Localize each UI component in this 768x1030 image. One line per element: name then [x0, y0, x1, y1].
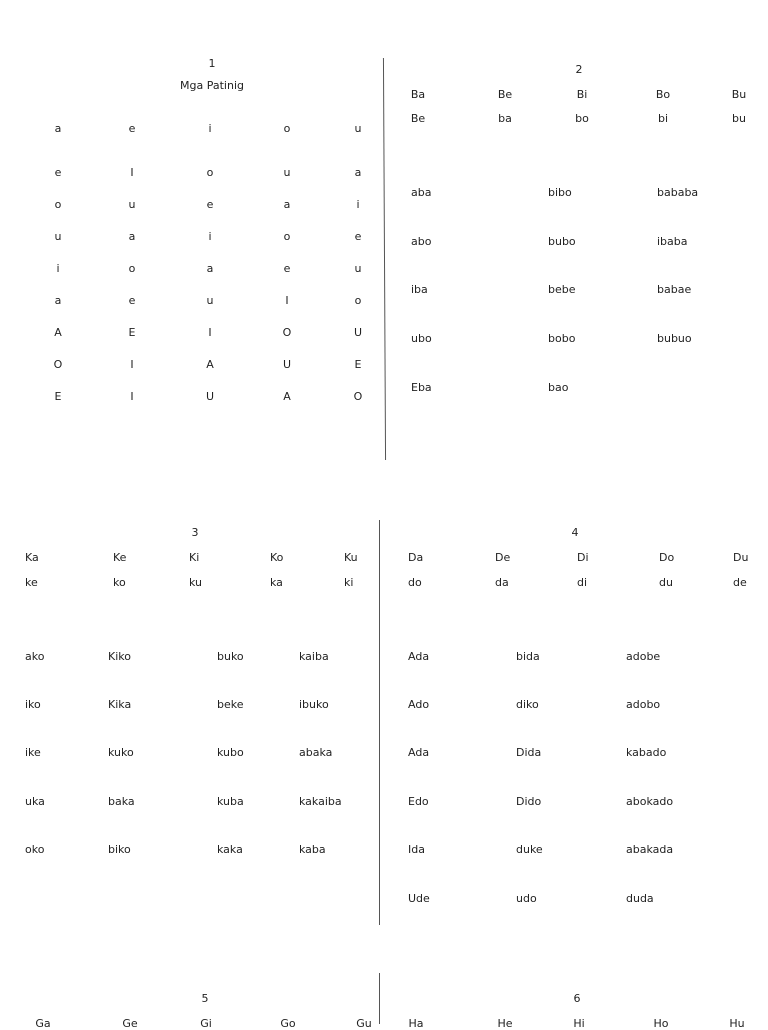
vowel-cell: I — [130, 358, 134, 371]
syllable-cell: He — [497, 1017, 513, 1030]
syllable-cell: Ge — [122, 1017, 138, 1030]
word-cell: iko — [25, 698, 41, 711]
vowel-cell: o — [283, 230, 291, 243]
vowel-cell: a — [128, 230, 136, 243]
syllable-cell: di — [577, 576, 588, 589]
word-cell: bao — [548, 381, 569, 394]
syllable-cell: Gi — [200, 1017, 212, 1030]
word-cell: kuko — [108, 746, 134, 759]
vowel-cell: E — [128, 326, 136, 339]
vowel-cell: a — [54, 294, 62, 307]
vowel-cell: u — [283, 166, 291, 179]
word-cell: aba — [411, 186, 432, 199]
syllable-cell: Di — [577, 551, 589, 564]
word-cell: babae — [657, 283, 692, 296]
syllable-cell: ke — [25, 576, 38, 589]
vowel-cell: O — [282, 326, 292, 339]
vowel-cell: i — [356, 198, 360, 211]
word-cell: Ado — [408, 698, 430, 711]
word-cell: bababa — [657, 186, 699, 199]
word-cell: buko — [217, 650, 244, 663]
word-cell: Ada — [408, 650, 430, 663]
vowel-cell: O — [53, 358, 63, 371]
vowel-cell: i — [208, 122, 212, 135]
word-cell: iba — [411, 283, 428, 296]
word-cell: bebe — [548, 283, 576, 296]
word-cell: beke — [217, 698, 244, 711]
word-cell: ubo — [411, 332, 432, 345]
word-cell: Ida — [408, 843, 425, 856]
divider-middle — [379, 520, 380, 925]
word-cell: udo — [516, 892, 537, 905]
vowel-cell: u — [354, 122, 362, 135]
vowel-cell: A — [54, 326, 62, 339]
vowel-cell: I — [285, 294, 289, 307]
syllable-cell: du — [659, 576, 673, 589]
section-number: 4 — [571, 526, 579, 539]
word-cell: ako — [25, 650, 45, 663]
word-cell: ibaba — [657, 235, 688, 248]
vowel-cell: E — [354, 358, 362, 371]
syllable-cell: Go — [280, 1017, 296, 1030]
vowel-cell: i — [56, 262, 60, 275]
word-cell: abo — [411, 235, 432, 248]
word-cell: kaba — [299, 843, 326, 856]
word-cell: duda — [626, 892, 654, 905]
word-cell: adobe — [626, 650, 661, 663]
syllable-cell: Hu — [729, 1017, 745, 1030]
vowel-cell: o — [206, 166, 214, 179]
word-cell: Dida — [516, 746, 542, 759]
vowel-cell: U — [205, 390, 215, 403]
word-cell: kuba — [217, 795, 244, 808]
vowel-cell: e — [54, 166, 62, 179]
word-cell: Ada — [408, 746, 430, 759]
syllable-cell: Ka — [25, 551, 39, 564]
word-cell: bida — [516, 650, 540, 663]
word-cell: uka — [25, 795, 45, 808]
syllable-cell: Ko — [270, 551, 284, 564]
word-cell: diko — [516, 698, 539, 711]
word-cell: oko — [25, 843, 45, 856]
section-number: 6 — [573, 992, 581, 1005]
divider-bottom — [379, 973, 380, 1024]
syllable-cell: Ki — [189, 551, 200, 564]
vowel-cell: o — [128, 262, 136, 275]
syllable-cell: ku — [189, 576, 203, 589]
word-cell: adobo — [626, 698, 661, 711]
syllable-cell: Bo — [655, 88, 671, 101]
vowel-cell: o — [354, 294, 362, 307]
vowel-cell: I — [208, 326, 212, 339]
syllable-cell: Ba — [410, 88, 426, 101]
vowel-cell: u — [206, 294, 214, 307]
vowel-cell: o — [54, 198, 62, 211]
vowel-cell: O — [353, 390, 363, 403]
word-cell: kabado — [626, 746, 667, 759]
vowel-cell: I — [130, 390, 134, 403]
syllable-cell: Ga — [35, 1017, 51, 1030]
vowel-cell: e — [128, 294, 136, 307]
word-cell: abokado — [626, 795, 674, 808]
section-number: 5 — [201, 992, 209, 1005]
vowel-cell: I — [130, 166, 134, 179]
word-cell: bibo — [548, 186, 572, 199]
section-number: 3 — [191, 526, 199, 539]
word-cell: kubo — [217, 746, 244, 759]
word-cell: kaiba — [299, 650, 329, 663]
word-cell: duke — [516, 843, 543, 856]
section-number: 2 — [575, 63, 583, 76]
word-cell: kaka — [217, 843, 243, 856]
vowel-cell: a — [354, 166, 362, 179]
vowel-cell: o — [283, 122, 291, 135]
word-cell: abaka — [299, 746, 333, 759]
syllable-cell: Ke — [113, 551, 127, 564]
word-cell: baka — [108, 795, 135, 808]
vowel-cell: a — [283, 198, 291, 211]
vowel-cell: a — [54, 122, 62, 135]
syllable-cell: bi — [657, 112, 669, 125]
syllable-cell: Be — [497, 88, 513, 101]
syllable-cell: Da — [408, 551, 424, 564]
vowel-cell: A — [206, 358, 214, 371]
word-cell: bubo — [548, 235, 576, 248]
vowel-cell: u — [128, 198, 136, 211]
syllable-cell: do — [408, 576, 422, 589]
syllable-cell: Be — [410, 112, 426, 125]
vowel-cell: E — [54, 390, 62, 403]
syllable-cell: de — [733, 576, 747, 589]
syllable-cell: De — [495, 551, 511, 564]
syllable-cell: da — [495, 576, 509, 589]
word-cell: ibuko — [299, 698, 329, 711]
vowel-cell: A — [283, 390, 291, 403]
syllable-cell: Bi — [576, 88, 588, 101]
word-cell: Edo — [408, 795, 429, 808]
syllable-cell: Du — [733, 551, 749, 564]
vowel-cell: u — [54, 230, 62, 243]
word-cell: abakada — [626, 843, 674, 856]
word-cell: biko — [108, 843, 131, 856]
divider-top — [383, 58, 386, 460]
vowel-cell: e — [128, 122, 136, 135]
vowel-cell: i — [208, 230, 212, 243]
syllable-cell: Hi — [573, 1017, 585, 1030]
vowel-cell: U — [353, 326, 363, 339]
word-cell: kakaiba — [299, 795, 342, 808]
word-cell: bubuo — [657, 332, 692, 345]
syllable-cell: ki — [344, 576, 354, 589]
syllable-cell: ba — [498, 112, 512, 125]
word-cell: bobo — [548, 332, 576, 345]
word-cell: Kika — [108, 698, 132, 711]
syllable-cell: Bu — [731, 88, 747, 101]
vowel-cell: e — [354, 230, 362, 243]
word-cell: Dido — [516, 795, 542, 808]
syllable-cell: Ho — [653, 1017, 669, 1030]
syllable-cell: ka — [270, 576, 283, 589]
vowel-cell: u — [354, 262, 362, 275]
syllable-cell: bo — [575, 112, 589, 125]
syllable-cell: Do — [659, 551, 675, 564]
vowel-cell: e — [206, 198, 214, 211]
syllable-cell: Ha — [408, 1017, 424, 1030]
vowel-cell: a — [206, 262, 214, 275]
syllable-cell: Gu — [356, 1017, 372, 1030]
syllable-cell: ko — [113, 576, 126, 589]
word-cell: Eba — [411, 381, 432, 394]
word-cell: Kiko — [108, 650, 131, 663]
word-cell: ike — [25, 746, 41, 759]
vowel-cell: U — [282, 358, 292, 371]
word-cell: Ude — [408, 892, 430, 905]
syllable-cell: bu — [732, 112, 746, 125]
section-title: Mga Patinig — [180, 79, 244, 92]
vowel-cell: e — [283, 262, 291, 275]
syllable-cell: Ku — [344, 551, 358, 564]
section-number: 1 — [208, 57, 216, 70]
